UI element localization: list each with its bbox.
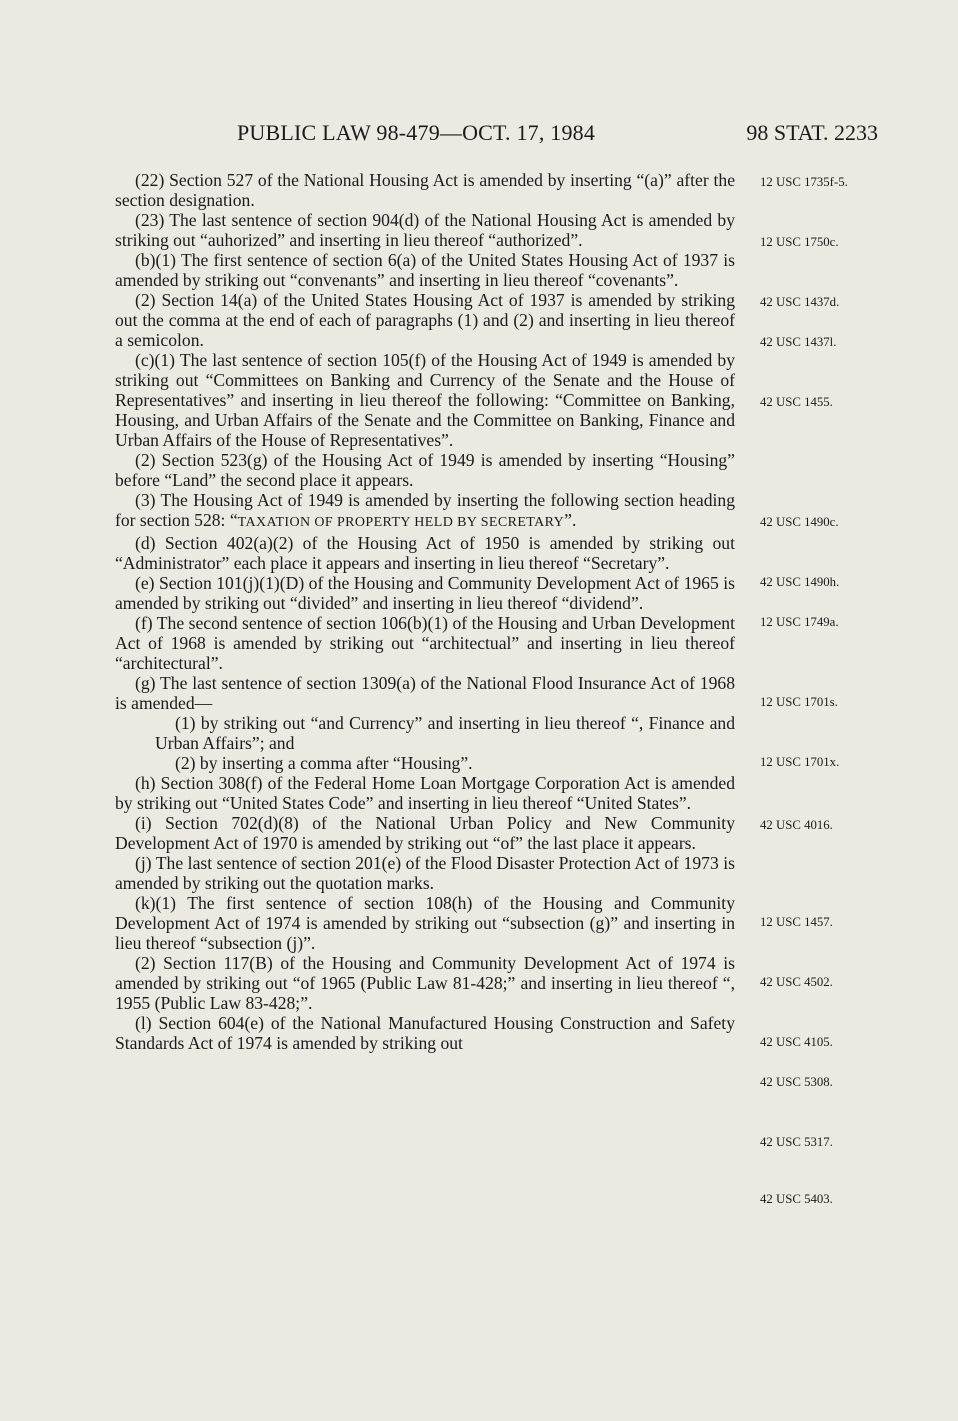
paragraph-b2: (2) Section 14(a) of the United States Housing Act of 1937 is amended by striking out the comma at the end of each of paragraphs (1) and (2) and inserting in lieu thereof a semicolon. — [115, 290, 735, 350]
margin-note: 12 USC 1701s. — [760, 695, 838, 709]
paragraph-c2: (2) Section 523(g) of the Housing Act of 1949 is amended by inserting “Housing” before “Land” the second place it appears. — [115, 450, 735, 490]
margin-note: 12 USC 1750c. — [760, 235, 839, 249]
document-body — [115, 170, 735, 1053]
public-law-heading: PUBLIC LAW 98-479—OCT. 17, 1984 — [237, 120, 596, 145]
margin-note: 12 USC 1457. — [760, 915, 833, 929]
statute-page-number: 98 STAT. 2233 — [746, 120, 878, 145]
paragraph-g: (g) The last sentence of section 1309(a) of the National Flood Insurance Act of 1968 is amended— — [115, 673, 735, 713]
paragraph-b1: (b)(1) The first sentence of section 6(a) of the United States Housing Act of 1937 is amended by striking out “convenants” and inserting in lieu thereof “covenants”. — [115, 250, 735, 290]
margin-note: 42 USC 1437d. — [760, 295, 840, 309]
paragraph-h: (h) Section 308(f) of the Federal Home Loan Mortgage Corporation Act is amended by striking out “United States Code” and inserting in lieu thereof “United States”. — [115, 773, 735, 813]
paragraph-k1: (k)(1) The first sentence of section 108(h) of the Housing and Community Development Act of 1974 is amended by striking out “subsection (g)” and inserting in lieu thereof “subsection (j)”. — [115, 893, 735, 953]
margin-note: 42 USC 1490c. — [760, 515, 839, 529]
margin-note: 42 USC 1455. — [760, 395, 833, 409]
paragraph-c3-end: ”. — [564, 510, 577, 530]
section-heading-smallcaps: TAXATION OF PROPERTY HELD BY SECRETARY — [237, 515, 565, 530]
paragraph-i: (i) Section 702(d)(8) of the National Urban Policy and New Community Development Act of 1970 is amended by striking out “of” the last place it appears. — [115, 813, 735, 853]
margin-note: 12 USC 1735f-5. — [760, 175, 848, 189]
paragraph-e: (e) Section 101(j)(1)(D) of the Housing and Community Development Act of 1965 is amended by striking out “divided” and inserting in lieu thereof “dividend”. — [115, 573, 735, 613]
page-header — [112, 120, 878, 152]
margin-note: 42 USC 4016. — [760, 818, 833, 832]
paragraph-k2: (2) Section 117(B) of the Housing and Community Development Act of 1974 is amended by striking out “of 1965 (Public Law 81-428;” and inserting in lieu thereof “, 1955 (Public Law 83-428;”. — [115, 953, 735, 1013]
margin-note: 42 USC 4105. — [760, 1035, 833, 1049]
margin-note: 42 USC 5308. — [760, 1075, 833, 1089]
paragraph-23: (23) The last sentence of section 904(d) of the National Housing Act is amended by striking out “auhorized” and inserting in lieu thereof “authorized”. — [115, 210, 735, 250]
margin-note: 42 USC 5403. — [760, 1192, 833, 1206]
paragraph-g1: (1) by striking out “and Currency” and inserting in lieu thereof “, Finance and Urban Affairs”; and — [155, 713, 735, 753]
margin-note: 42 USC 1490h. — [760, 575, 840, 589]
paragraph-c3-text: (3) The Housing Act of 1949 is amended by inserting the following section heading for section 528: “ — [115, 490, 735, 530]
margin-note: 12 USC 1701x. — [760, 755, 840, 769]
paragraph-g2: (2) by inserting a comma after “Housing”. — [175, 753, 473, 773]
margin-note: 42 USC 4502. — [760, 975, 833, 989]
paragraph-f: (f) The second sentence of section 106(b)(1) of the Housing and Urban Development Act of 1968 is amended by striking out “architectual” and inserting in lieu thereof “architectural”. — [115, 613, 735, 673]
margin-note: 42 USC 5317. — [760, 1135, 833, 1149]
margin-note: 12 USC 1749a. — [760, 615, 839, 629]
paragraph-22: (22) Section 527 of the National Housing Act is amended by inserting “(a)” after the section designation. — [115, 170, 735, 210]
margin-note: 42 USC 1437l. — [760, 335, 837, 349]
paragraph-c1: (c)(1) The last sentence of section 105(f) of the Housing Act of 1949 is amended by striking out “Committees on Banking and Currency of the Senate and the House of Representatives” and inserting in lieu thereof the following: “Committee on Banking, Housing, and Urban Affairs of the Senate and the Committee on Banking, Finance and Urban Affairs of the House of Representatives”. — [115, 350, 735, 450]
paragraph-j: (j) The last sentence of section 201(e) of the Flood Disaster Protection Act of 1973 is amended by striking out the quotation marks. — [115, 853, 735, 893]
paragraph-l: (l) Section 604(e) of the National Manufactured Housing Construction and Safety Standards Act of 1974 is amended by striking out — [115, 1013, 735, 1053]
paragraph-c3 — [115, 490, 735, 533]
paragraph-d: (d) Section 402(a)(2) of the Housing Act of 1950 is amended by striking out “Administrator” each place it appears and inserting in lieu thereof “Secretary”. — [115, 533, 735, 573]
